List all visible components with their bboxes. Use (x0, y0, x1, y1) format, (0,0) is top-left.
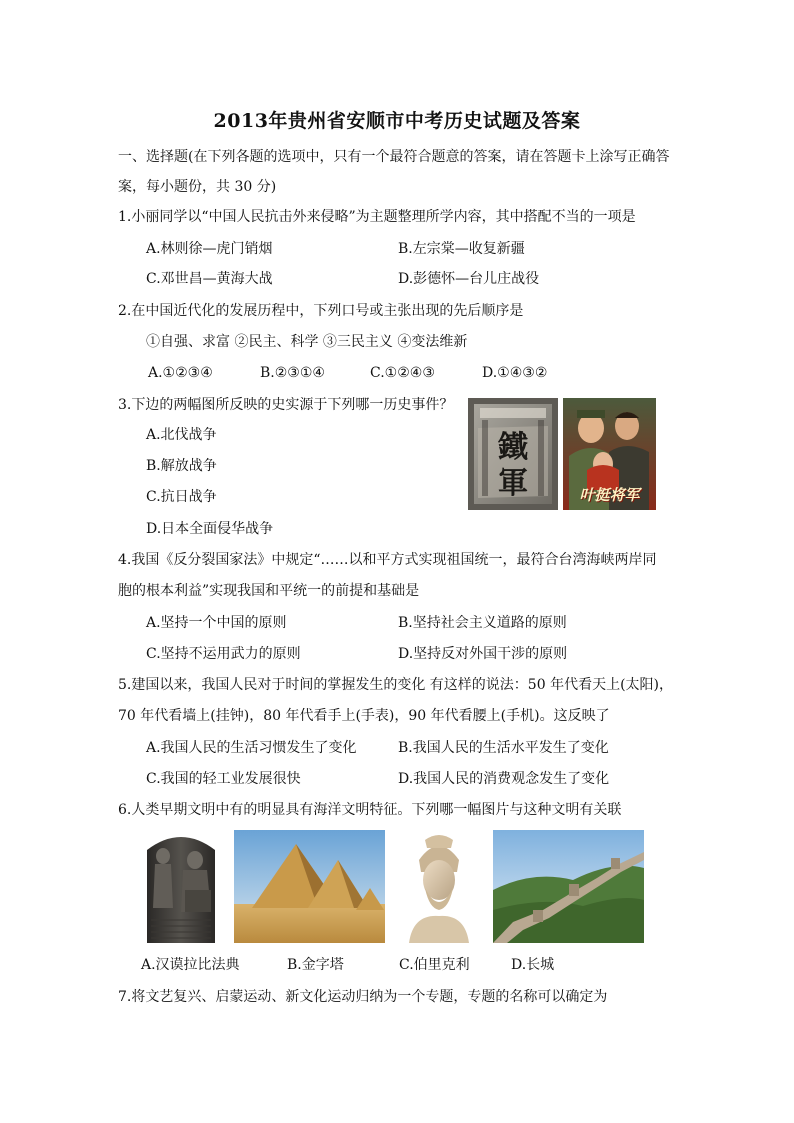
q3-option-a: A.北伐战争 (146, 427, 217, 443)
q6-option-a: A.汉谟拉比法典 (141, 957, 240, 973)
q6-stem: 6.人类早期文明中有的明显具有海洋文明特征。下列哪一幅图片与这种文明有关联 (118, 802, 622, 818)
q2-option-b: B.②③①④ (260, 365, 325, 381)
q1-option-d: D.彭德怀—台儿庄战役 (398, 271, 540, 287)
iron-army-banner-text: 鐵 軍 (498, 430, 528, 501)
q6-option-c: C.伯里克利 (399, 957, 470, 973)
q2-stem: 2.在中国近代化的发展历程中，下列口号或主张出现的先后顺序是 (118, 303, 524, 319)
q4-stem-line2: 胞的根本利益”实现我国和平统一的前提和基础是 (118, 583, 420, 599)
q4-option-d: D.坚持反对外国干涉的原则 (398, 646, 568, 662)
q2-items: ①自强、求富 ②民主、科学 ③三民主义 ④变法维新 (146, 334, 468, 350)
pericles-bust-image (399, 830, 479, 943)
iron-army-banner-image (468, 398, 558, 510)
q4-option-a: A.坚持一个中国的原则 (146, 615, 287, 631)
q5-stem-line2: 70 年代看墙上(挂钟)，80 年代看手上(手表)，90 年代看腰上(手机)。这反映了 (118, 708, 610, 724)
q5-option-d: D.我国人民的消费观念发生了变化 (398, 771, 610, 787)
q1-option-b: B.左宗棠—收复新疆 (398, 241, 525, 257)
q3-option-b: B.解放战争 (146, 458, 217, 474)
q4-stem-line1: 4.我国《反分裂国家法》中规定“……以和平方式实现祖国统一，最符合台湾海峡两岸同 (118, 552, 657, 568)
section-heading-line1: 一、选择题(在下列各题的选项中，只有一个最符合题意的答案，请在答题卡上涂写正确答 (118, 149, 670, 165)
q5-option-a: A.我国人民的生活习惯发生了变化 (146, 740, 357, 756)
q1-stem: 1.小丽同学以“中国人民抗击外来侵略”为主题整理所学内容，其中搭配不当的一项是 (118, 209, 636, 225)
q2-option-c: C.①②④③ (370, 365, 435, 381)
q5-option-b: B.我国人民的生活水平发生了变化 (398, 740, 609, 756)
q5-option-c: C.我国的轻工业发展很快 (146, 771, 301, 787)
page-title: 2013年贵州省安顺市中考历史试题及答案 (213, 110, 581, 132)
q2-option-d: D.①④③② (482, 365, 548, 381)
q2-option-a: A.①②③④ (148, 365, 213, 381)
q4-option-b: B.坚持社会主义道路的原则 (398, 615, 567, 631)
general-poster-title: 叶挺将军 (579, 486, 640, 504)
q3-stem: 3.下边的两幅图所反映的史实源于下列哪一历史事件？ (118, 397, 454, 413)
q5-stem-line1: 5.建国以来，我国人民对于时间的掌握发生的变化 有这样的说法：50 年代看天上(太阳)， (118, 677, 673, 693)
pyramids-image (234, 830, 385, 943)
q7-stem: 7.将文艺复兴、启蒙运动、新文化运动归纳为一个专题，专题的名称可以确定为 (118, 989, 608, 1005)
q4-option-c: C.坚持不运用武力的原则 (146, 646, 301, 662)
section-heading-line2: 案，每小题份，共 30 分) (118, 179, 277, 195)
q6-option-b: B.金字塔 (287, 957, 344, 973)
q3-option-d: D.日本全面侵华战争 (146, 521, 274, 537)
q1-option-c: C.邓世昌—黄海大战 (146, 271, 273, 287)
great-wall-image (493, 830, 644, 943)
q3-option-c: C.抗日战争 (146, 489, 217, 505)
q1-option-a: A.林则徐—虎门销烟 (146, 241, 273, 257)
hammurabi-code-image (141, 830, 221, 943)
general-poster-image (563, 398, 656, 510)
q6-option-d: D.长城 (511, 957, 555, 973)
